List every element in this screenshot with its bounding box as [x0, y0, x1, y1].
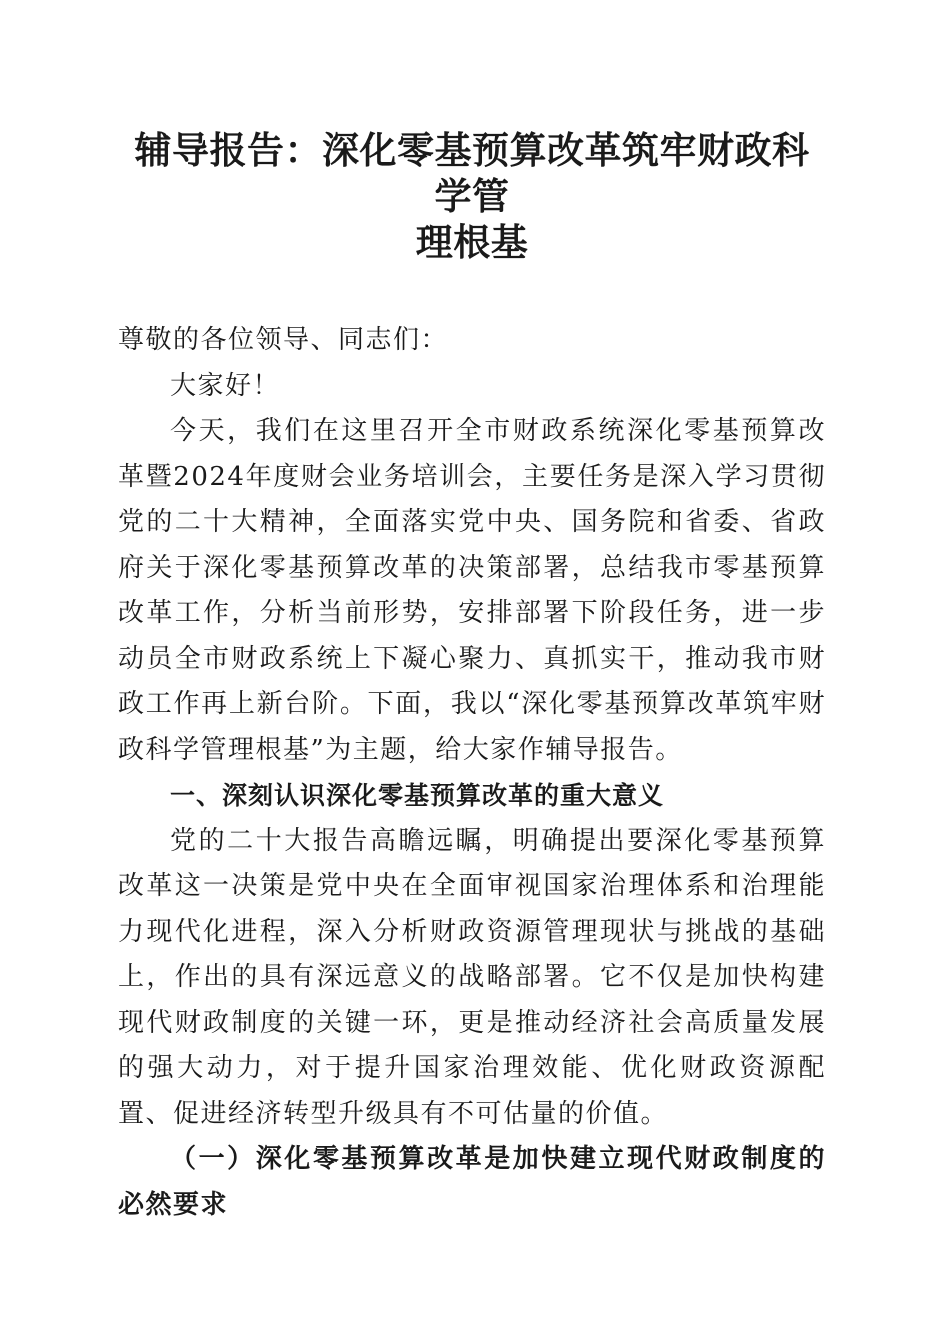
document-title: [118, 128, 826, 266]
subsection-1-heading: （一）深化零基预算改革是加快建立现代财政制度的必然要求: [118, 1144, 826, 1220]
title-line-1: 辅导报告：深化零基预算改革筑牢财政科学管: [134, 129, 810, 218]
document-page: [118, 128, 826, 1228]
title-line-2: 理根基: [415, 221, 529, 264]
salutation: 尊敬的各位领导、同志们：: [118, 325, 449, 355]
greeting: 大家好！: [170, 370, 281, 401]
section-1-heading: 一、深刻认识深化零基预算改革的重大意义: [170, 781, 665, 810]
document-body: [118, 318, 826, 1228]
section-1-paragraph: 党的二十大报告高瞻远瞩，明确提出要深化零基预算改革这一决策是党中央在全面审视国家治理体系和治理能力现代化进程，深入分析财政资源管理现状与挑战的基础上，作出的具有深远意义的战略部署。它不仅是加快构建现代财政制度的关键一环，更是推动经济社会高质量发展的强大动力，对于提升国家治理效能、优化财政资源配置、促进经济转型升级具有不可估量的价值。: [118, 825, 826, 1129]
intro-paragraph: 今天，我们在这里召开全市财政系统深化零基预算改革暨2024年度财会业务培训会，主要任务是深入学习贯彻党的二十大精神，全面落实党中央、国务院和省委、省政府关于深化零基预算改革的决策部署，总结我市零基预算改革工作，分析当前形势，安排部署下阶段任务，进一步动员全市财政系统上下凝心聚力、真抓实干，推动我市财政工作再上新台阶。下面，我以“深化零基预算改革筑牢财政科学管理根基”为主题，给大家作辅导报告。: [118, 416, 826, 765]
